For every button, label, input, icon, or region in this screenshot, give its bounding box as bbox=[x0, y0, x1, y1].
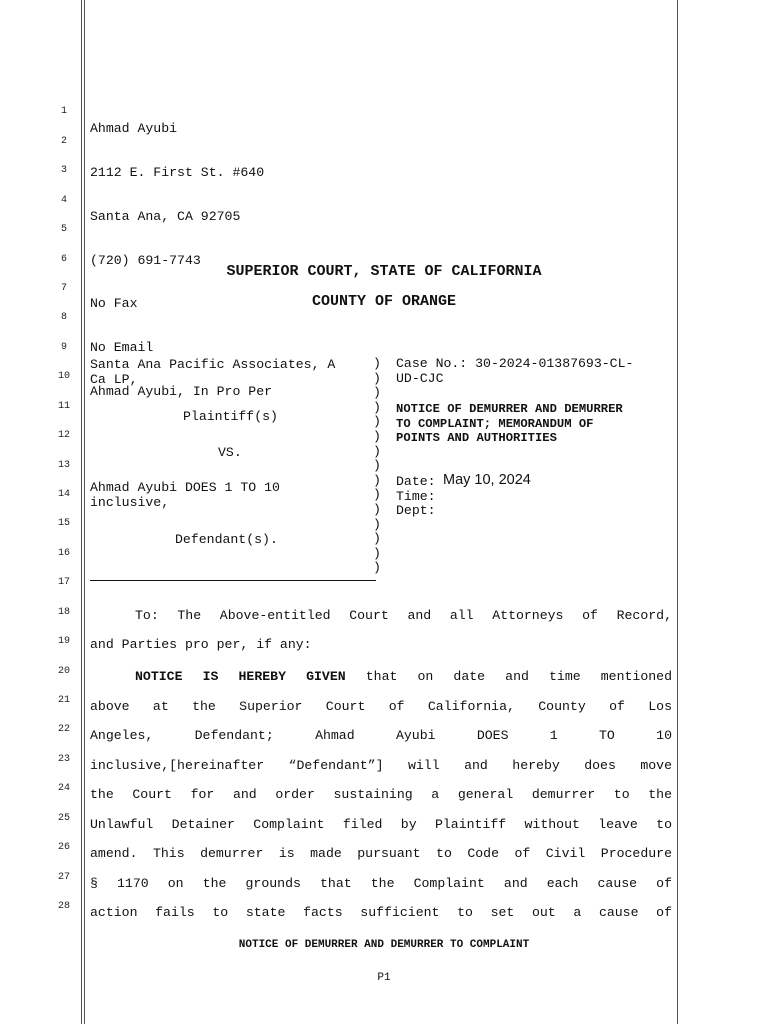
line-number: 28 bbox=[57, 901, 70, 912]
body-line-6: inclusive,[hereinafter “Defendant”] will and hereby does move bbox=[90, 758, 672, 773]
body-line-7: the Court for and order sustaining a general demurrer to the bbox=[90, 787, 672, 802]
line-number: 8 bbox=[60, 312, 67, 323]
document-title: NOTICE OF DEMURRER AND DEMURRER TO COMPLAINT; MEMORANDUM OF POINTS AND AUTHORITIES bbox=[396, 402, 623, 446]
party-name: Ahmad Ayubi bbox=[90, 121, 178, 137]
versus-label: VS. bbox=[218, 445, 242, 460]
line-number: 2 bbox=[60, 136, 67, 147]
plaintiff-name-line-2: Ca LP, bbox=[90, 372, 138, 387]
line-number: 14 bbox=[57, 489, 70, 500]
party-designation: Ahmad Ayubi, In Pro Per bbox=[90, 383, 273, 399]
line-number: 5 bbox=[60, 224, 67, 235]
line-number: 10 bbox=[57, 371, 70, 382]
court-county: COUNTY OF ORANGE bbox=[311, 293, 457, 310]
party-city-state-zip: Santa Ana, CA 92705 bbox=[90, 208, 241, 224]
body-line-3: NOTICE IS HEREBY GIVEN that on date and time mentioned bbox=[135, 669, 672, 684]
footer-title: NOTICE OF DEMURRER AND DEMURRER TO COMPLAINT bbox=[238, 939, 530, 951]
plaintiff-name-line-1: Santa Ana Pacific Associates, A bbox=[90, 357, 336, 372]
body-line-10: § 1170 on the grounds that the Complaint and each cause of bbox=[90, 876, 672, 891]
line-number: 3 bbox=[60, 165, 67, 176]
line-number: 1 bbox=[60, 106, 67, 117]
notice-hereby-given: NOTICE IS HEREBY GIVEN bbox=[135, 669, 346, 684]
body-line-11: action fails to state facts sufficient to set out a cause of bbox=[90, 905, 672, 920]
line-number: 16 bbox=[57, 548, 70, 559]
party-email: No Email bbox=[90, 340, 154, 356]
line-number: 13 bbox=[57, 460, 70, 471]
caption-paren-column: ) ) ) ) ) ) ) ) ) ) ) ) ) ) ) bbox=[373, 356, 381, 576]
case-number-line-1: Case No.: 30-2024-01387693-CL- bbox=[396, 356, 634, 371]
line-number: 9 bbox=[60, 342, 67, 353]
line-number: 23 bbox=[57, 754, 70, 765]
caption-rule bbox=[90, 580, 376, 581]
date-value: May 10, 2024 bbox=[443, 472, 531, 488]
defendant-name-line-2: inclusive, bbox=[90, 495, 170, 510]
body-line-4: above at the Superior Court of California, County of Los bbox=[90, 699, 672, 714]
body-line-9: amend. This demurrer is made pursuant to Code of Civil Procedure bbox=[90, 846, 672, 861]
body-line-1: To: The Above-entitled Court and all Attorneys of Record, bbox=[135, 608, 672, 623]
line-number: 25 bbox=[57, 813, 70, 824]
body-line-8: Unlawful Detainer Complaint filed by Plaintiff without leave to bbox=[90, 817, 672, 832]
right-margin-line bbox=[677, 0, 678, 1024]
line-number: 12 bbox=[57, 430, 70, 441]
plaintiff-role: Plaintiff(s) bbox=[183, 409, 278, 424]
party-street-address: 2112 E. First St. #640 bbox=[90, 164, 265, 180]
line-number: 21 bbox=[57, 695, 70, 706]
line-number: 11 bbox=[57, 401, 70, 412]
date-label: Date: bbox=[396, 474, 436, 489]
line-number: 22 bbox=[57, 724, 70, 735]
line-number: 15 bbox=[57, 518, 70, 529]
case-number-line-2: UD-CJC bbox=[396, 371, 444, 386]
line-number: 24 bbox=[57, 783, 70, 794]
line-number: 4 bbox=[60, 195, 67, 206]
party-phone: (720) 691-7743 bbox=[90, 252, 201, 268]
defendant-name-line-1: Ahmad Ayubi DOES 1 TO 10 bbox=[90, 480, 280, 495]
line-number: 27 bbox=[57, 872, 70, 883]
left-margin-line-outer bbox=[81, 0, 82, 1024]
left-margin-line-inner bbox=[84, 0, 85, 1024]
defendant-role: Defendant(s). bbox=[175, 532, 278, 547]
line-number: 19 bbox=[57, 636, 70, 647]
body-line-5: Angeles, Defendant; Ahmad Ayubi DOES 1 TO 10 bbox=[90, 728, 672, 743]
dept-label: Dept: bbox=[396, 503, 436, 518]
page-number: P1 bbox=[377, 972, 391, 984]
line-number: 26 bbox=[57, 842, 70, 853]
line-number: 17 bbox=[57, 577, 70, 588]
court-name: SUPERIOR COURT, STATE OF CALIFORNIA bbox=[226, 263, 542, 280]
time-label: Time: bbox=[396, 489, 436, 504]
body-line-2: and Parties pro per, if any: bbox=[90, 637, 312, 652]
party-fax: No Fax bbox=[90, 296, 138, 312]
line-number: 6 bbox=[60, 254, 67, 265]
line-number: 7 bbox=[60, 283, 67, 294]
line-number: 18 bbox=[57, 607, 70, 618]
line-number: 20 bbox=[57, 666, 70, 677]
